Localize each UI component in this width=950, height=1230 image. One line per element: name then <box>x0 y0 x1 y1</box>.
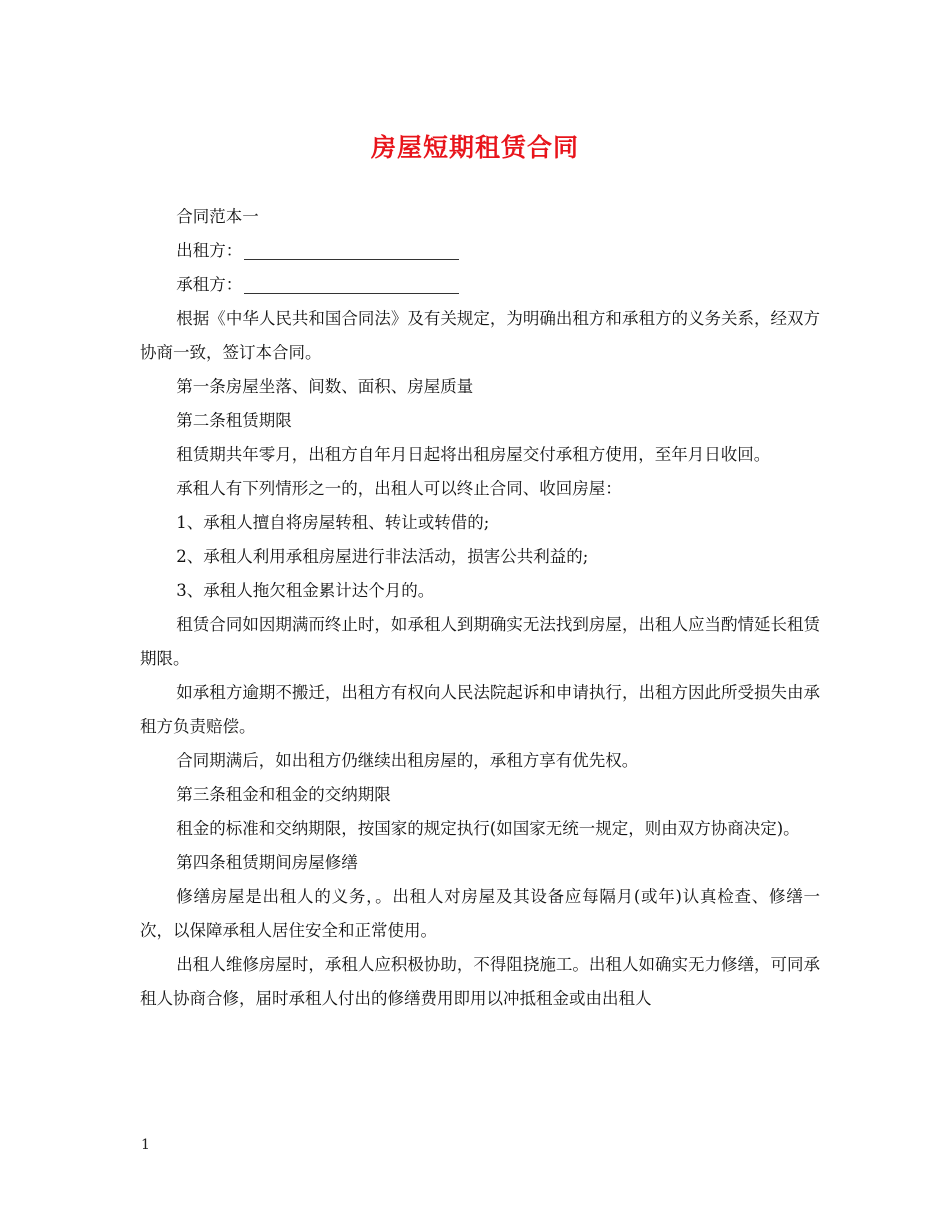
lessor-label: 出租方： <box>176 241 243 260</box>
lessee-blank-line <box>244 275 459 294</box>
paragraph-termination-conditions: 承租人有下列情形之一的，出租人可以终止合同、收回房屋： <box>176 479 622 498</box>
paragraph-article-4-heading: 第四条租赁期间房屋修缮 <box>176 853 358 872</box>
paragraph-contract-sample-label: 合同范本一 <box>176 207 259 226</box>
paragraph-article-2-heading: 第二条租赁期限 <box>176 411 292 430</box>
paragraph-lease-extension: 租赁合同如因期满而终止时，如承租人到期确实无法找到房屋，出租人应当酌情延长租赁期限。 <box>140 615 820 668</box>
paragraph-lessee-line <box>140 268 820 302</box>
lessee-label: 承租方： <box>176 275 243 294</box>
paragraph-rent-standard: 租金的标准和交纳期限，按国家的规定执行(如国家无统一规定，则由双方协商决定)。 <box>176 819 800 838</box>
paragraph-repair-cooperation: 出租人维修房屋时，承租人应积极协助，不得阻挠施工。出租人如确实无力修缮，可同承租人协商合修，届时承租人付出的修缮费用即用以冲抵租金或由出租人 <box>140 955 820 1008</box>
document-body <box>140 200 820 1016</box>
paragraph-article-1-heading: 第一条房屋坐落、间数、面积、房屋质量 <box>176 377 474 396</box>
paragraph-preamble: 根据《中华人民共和国合同法》及有关规定，为明确出租方和承租方的义务关系，经双方协商一致，签订本合同。 <box>140 309 820 362</box>
paragraph-lessor-line <box>140 234 820 268</box>
paragraph-priority-right: 合同期满后，如出租方仍继续出租房屋的，承租方享有优先权。 <box>176 751 639 770</box>
paragraph-overdue-eviction: 如承租方逾期不搬迁，出租方有权向人民法院起诉和申请执行，出租方因此所受损失由承租方负责赔偿。 <box>140 683 820 736</box>
paragraph-condition-1: 1、承租人擅自将房屋转租、转让或转借的; <box>176 513 490 532</box>
paragraph-condition-2: 2、承租人利用承租房屋进行非法活动，损害公共利益的; <box>176 547 589 566</box>
lessor-blank-line <box>244 241 459 260</box>
page-number: 1 <box>141 1137 150 1153</box>
paragraph-article-3-heading: 第三条租金和租金的交纳期限 <box>176 785 391 804</box>
paragraph-lease-term: 租赁期共年零月，出租方自年月日起将出租房屋交付承租方使用，至年月日收回。 <box>176 445 771 464</box>
paragraph-repair-obligation: 修缮房屋是出租人的义务，。出租人对房屋及其设备应每隔月(或年)认真检查、修缮一次，以保障承租人居住安全和正常使用。 <box>140 887 820 940</box>
paragraph-condition-3: 3、承租人拖欠租金累计达个月的。 <box>176 581 435 600</box>
document-title: 房屋短期租赁合同 <box>370 133 579 162</box>
